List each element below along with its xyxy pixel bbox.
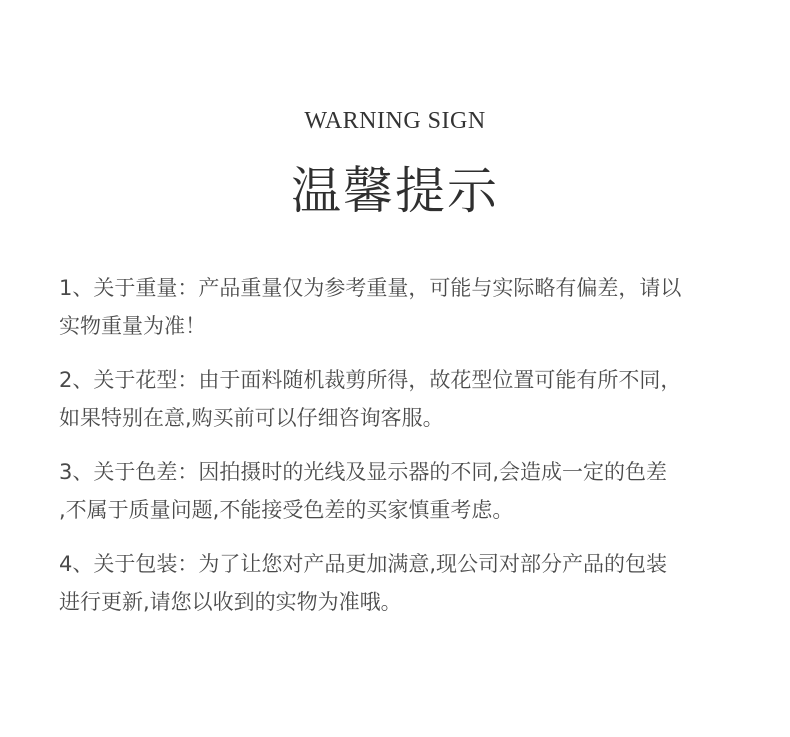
page-title: 温馨提示 [291,162,499,220]
notice-text-line: 进行更新,请您以收到的实物为准哦。 [59,590,402,614]
notice-item-weight [59,269,739,345]
notice-text-line: 3、关于色差：因拍摄时的光线及显示器的不同,会造成一定的色差 [59,460,668,484]
notice-item-packaging [59,545,739,621]
header [0,106,790,220]
notice-text-line: 如果特别在意,购买前可以仔细咨询客服。 [59,406,444,430]
notice-text-line: 1、关于重量：产品重量仅为参考重量，可能与实际略有偏差，请以 [59,276,682,300]
notice-text-line: 实物重量为准！ [59,314,206,338]
english-subtitle: WARNING SIGN [304,108,486,134]
notice-text-line: 4、关于包装：为了让您对产品更加满意,现公司对部分产品的包装 [59,552,668,576]
notice-text-line: ,不属于质量问题,不能接受色差的买家慎重考虑。 [59,498,514,522]
notice-list [59,269,739,637]
notice-item-pattern [59,361,739,437]
notice-text-line: 2、关于花型：由于面料随机裁剪所得，故花型位置可能有所不同， [59,368,682,392]
notice-item-color-difference [59,453,739,529]
